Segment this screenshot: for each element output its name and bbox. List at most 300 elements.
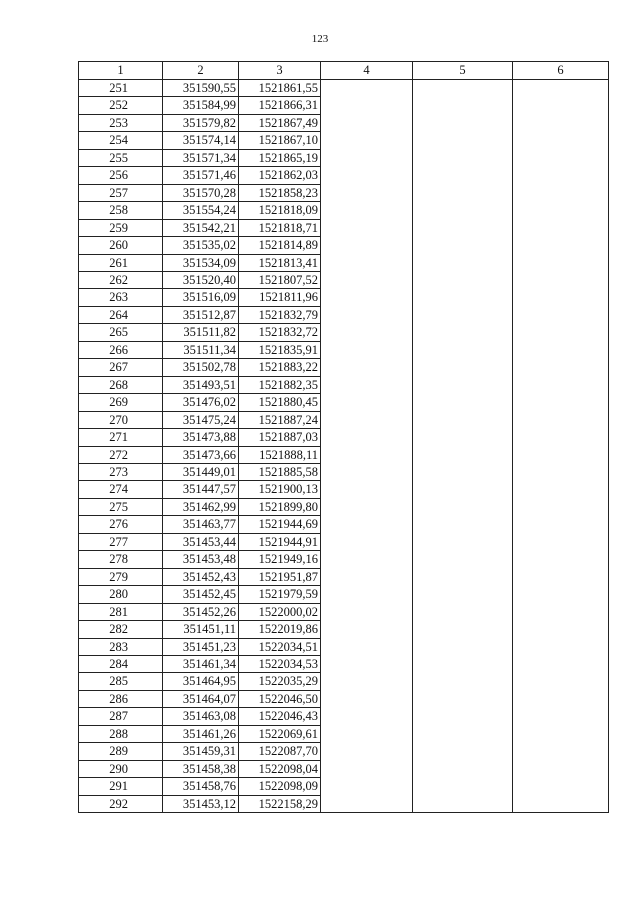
table-row [79, 341, 609, 358]
empty-cell [321, 411, 413, 428]
x-coordinate-cell: 351453,48 [163, 551, 239, 568]
point-number-cell: 260 [79, 237, 163, 254]
table-row [79, 533, 609, 550]
x-coordinate-cell: 351475,24 [163, 411, 239, 428]
table-row [79, 481, 609, 498]
y-coordinate-cell: 1521880,45 [239, 394, 321, 411]
empty-cell [413, 429, 513, 446]
x-coordinate-cell: 351464,07 [163, 690, 239, 707]
x-coordinate-cell: 351584,99 [163, 97, 239, 114]
empty-cell [513, 481, 609, 498]
x-coordinate-cell: 351461,34 [163, 655, 239, 672]
empty-cell [513, 271, 609, 288]
y-coordinate-cell: 1521883,22 [239, 359, 321, 376]
empty-cell [413, 516, 513, 533]
empty-cell [321, 743, 413, 760]
empty-cell [413, 149, 513, 166]
x-coordinate-cell: 351476,02 [163, 394, 239, 411]
point-number-cell: 265 [79, 324, 163, 341]
empty-cell [413, 463, 513, 480]
table-row [79, 411, 609, 428]
table-row [79, 149, 609, 166]
point-number-cell: 269 [79, 394, 163, 411]
empty-cell [513, 167, 609, 184]
empty-cell [321, 97, 413, 114]
y-coordinate-cell: 1521818,71 [239, 219, 321, 236]
empty-cell [321, 551, 413, 568]
column-header-2: 2 [163, 62, 239, 80]
y-coordinate-cell: 1522046,50 [239, 690, 321, 707]
empty-cell [321, 289, 413, 306]
empty-cell [513, 376, 609, 393]
point-number-cell: 270 [79, 411, 163, 428]
point-number-cell: 292 [79, 795, 163, 812]
y-coordinate-cell: 1521944,69 [239, 516, 321, 533]
empty-cell [413, 237, 513, 254]
empty-cell [413, 254, 513, 271]
empty-cell [321, 394, 413, 411]
y-coordinate-cell: 1521814,89 [239, 237, 321, 254]
y-coordinate-cell: 1521951,87 [239, 568, 321, 585]
y-coordinate-cell: 1521900,13 [239, 481, 321, 498]
empty-cell [321, 149, 413, 166]
y-coordinate-cell: 1521944,91 [239, 533, 321, 550]
empty-cell [513, 638, 609, 655]
point-number-cell: 285 [79, 673, 163, 690]
point-number-cell: 284 [79, 655, 163, 672]
x-coordinate-cell: 351590,55 [163, 80, 239, 97]
x-coordinate-cell: 351502,78 [163, 359, 239, 376]
x-coordinate-cell: 351554,24 [163, 202, 239, 219]
empty-cell [413, 394, 513, 411]
empty-cell [413, 760, 513, 777]
empty-cell [513, 760, 609, 777]
table-row [79, 743, 609, 760]
point-number-cell: 267 [79, 359, 163, 376]
x-coordinate-cell: 351516,09 [163, 289, 239, 306]
y-coordinate-cell: 1521882,35 [239, 376, 321, 393]
column-header-6: 6 [513, 62, 609, 80]
table-row [79, 463, 609, 480]
empty-cell [321, 324, 413, 341]
empty-cell [321, 306, 413, 323]
x-coordinate-cell: 351458,38 [163, 760, 239, 777]
empty-cell [413, 359, 513, 376]
x-coordinate-cell: 351520,40 [163, 271, 239, 288]
table-row [79, 516, 609, 533]
empty-cell [321, 376, 413, 393]
x-coordinate-cell: 351570,28 [163, 184, 239, 201]
empty-cell [513, 743, 609, 760]
empty-cell [513, 359, 609, 376]
empty-cell [513, 516, 609, 533]
x-coordinate-cell: 351473,88 [163, 429, 239, 446]
point-number-cell: 273 [79, 463, 163, 480]
point-number-cell: 254 [79, 132, 163, 149]
empty-cell [413, 271, 513, 288]
point-number-cell: 263 [79, 289, 163, 306]
table-row [79, 289, 609, 306]
empty-cell [321, 463, 413, 480]
empty-cell [513, 202, 609, 219]
y-coordinate-cell: 1522034,53 [239, 655, 321, 672]
x-coordinate-cell: 351458,76 [163, 778, 239, 795]
point-number-cell: 255 [79, 149, 163, 166]
column-header-3: 3 [239, 62, 321, 80]
y-coordinate-cell: 1521832,79 [239, 306, 321, 323]
y-coordinate-cell: 1521867,10 [239, 132, 321, 149]
empty-cell [413, 289, 513, 306]
empty-cell [321, 184, 413, 201]
empty-cell [321, 603, 413, 620]
empty-cell [513, 568, 609, 585]
x-coordinate-cell: 351462,99 [163, 498, 239, 515]
empty-cell [513, 114, 609, 131]
empty-cell [321, 708, 413, 725]
empty-cell [513, 533, 609, 550]
empty-cell [413, 673, 513, 690]
x-coordinate-cell: 351511,34 [163, 341, 239, 358]
empty-cell [513, 446, 609, 463]
point-number-cell: 277 [79, 533, 163, 550]
empty-cell [513, 149, 609, 166]
page-number: 123 [311, 33, 329, 45]
empty-cell [321, 533, 413, 550]
table-row [79, 638, 609, 655]
x-coordinate-cell: 351574,14 [163, 132, 239, 149]
y-coordinate-cell: 1521813,41 [239, 254, 321, 271]
y-coordinate-cell: 1522046,43 [239, 708, 321, 725]
empty-cell [513, 673, 609, 690]
empty-cell [413, 306, 513, 323]
y-coordinate-cell: 1521867,49 [239, 114, 321, 131]
empty-cell [513, 795, 609, 812]
table-row [79, 429, 609, 446]
table-header-row [79, 62, 609, 80]
point-number-cell: 259 [79, 219, 163, 236]
column-header-5: 5 [413, 62, 513, 80]
table-row [79, 80, 609, 97]
x-coordinate-cell: 351449,01 [163, 463, 239, 480]
empty-cell [321, 254, 413, 271]
table-row [79, 778, 609, 795]
empty-cell [513, 219, 609, 236]
x-coordinate-cell: 351473,66 [163, 446, 239, 463]
empty-cell [321, 429, 413, 446]
empty-cell [321, 621, 413, 638]
empty-cell [413, 411, 513, 428]
empty-cell [321, 638, 413, 655]
table-row [79, 655, 609, 672]
empty-cell [513, 429, 609, 446]
y-coordinate-cell: 1521888,11 [239, 446, 321, 463]
empty-cell [321, 568, 413, 585]
y-coordinate-cell: 1521866,31 [239, 97, 321, 114]
x-coordinate-cell: 351447,57 [163, 481, 239, 498]
table-row [79, 254, 609, 271]
y-coordinate-cell: 1521865,19 [239, 149, 321, 166]
empty-cell [413, 568, 513, 585]
empty-cell [321, 219, 413, 236]
empty-cell [513, 463, 609, 480]
empty-cell [513, 725, 609, 742]
y-coordinate-cell: 1522158,29 [239, 795, 321, 812]
x-coordinate-cell: 351464,95 [163, 673, 239, 690]
y-coordinate-cell: 1521835,91 [239, 341, 321, 358]
empty-cell [413, 341, 513, 358]
x-coordinate-cell: 351511,82 [163, 324, 239, 341]
point-number-cell: 290 [79, 760, 163, 777]
point-number-cell: 258 [79, 202, 163, 219]
empty-cell [321, 202, 413, 219]
empty-cell [513, 132, 609, 149]
column-header-4: 4 [321, 62, 413, 80]
table-row [79, 202, 609, 219]
point-number-cell: 286 [79, 690, 163, 707]
table-row [79, 306, 609, 323]
point-number-cell: 291 [79, 778, 163, 795]
point-number-cell: 268 [79, 376, 163, 393]
empty-cell [413, 586, 513, 603]
empty-cell [321, 359, 413, 376]
y-coordinate-cell: 1521811,96 [239, 289, 321, 306]
table-row [79, 324, 609, 341]
point-number-cell: 266 [79, 341, 163, 358]
table-row [79, 271, 609, 288]
empty-cell [321, 167, 413, 184]
empty-cell [321, 271, 413, 288]
table-row [79, 551, 609, 568]
point-number-cell: 272 [79, 446, 163, 463]
empty-cell [413, 690, 513, 707]
point-number-cell: 264 [79, 306, 163, 323]
empty-cell [321, 132, 413, 149]
empty-cell [413, 655, 513, 672]
point-number-cell: 289 [79, 743, 163, 760]
x-coordinate-cell: 351493,51 [163, 376, 239, 393]
point-number-cell: 251 [79, 80, 163, 97]
x-coordinate-cell: 351534,09 [163, 254, 239, 271]
point-number-cell: 282 [79, 621, 163, 638]
y-coordinate-cell: 1521887,03 [239, 429, 321, 446]
x-coordinate-cell: 351463,08 [163, 708, 239, 725]
empty-cell [321, 341, 413, 358]
empty-cell [513, 289, 609, 306]
y-coordinate-cell: 1521979,59 [239, 586, 321, 603]
empty-cell [413, 778, 513, 795]
empty-cell [413, 638, 513, 655]
table-row [79, 376, 609, 393]
point-number-cell: 278 [79, 551, 163, 568]
empty-cell [513, 690, 609, 707]
y-coordinate-cell: 1521832,72 [239, 324, 321, 341]
empty-cell [513, 621, 609, 638]
y-coordinate-cell: 1521858,23 [239, 184, 321, 201]
column-header-1: 1 [79, 62, 163, 80]
empty-cell [413, 533, 513, 550]
point-number-cell: 271 [79, 429, 163, 446]
empty-cell [413, 708, 513, 725]
empty-cell [513, 237, 609, 254]
table-row [79, 237, 609, 254]
table-row [79, 621, 609, 638]
table-row [79, 167, 609, 184]
point-number-cell: 261 [79, 254, 163, 271]
point-number-cell: 276 [79, 516, 163, 533]
table-row [79, 394, 609, 411]
empty-cell [321, 498, 413, 515]
empty-cell [413, 481, 513, 498]
table-row [79, 673, 609, 690]
empty-cell [513, 586, 609, 603]
table-row [79, 219, 609, 236]
x-coordinate-cell: 351451,23 [163, 638, 239, 655]
empty-cell [513, 254, 609, 271]
empty-cell [321, 446, 413, 463]
y-coordinate-cell: 1521862,03 [239, 167, 321, 184]
empty-cell [413, 202, 513, 219]
empty-cell [513, 778, 609, 795]
empty-cell [321, 778, 413, 795]
point-number-cell: 287 [79, 708, 163, 725]
table-body [79, 80, 609, 813]
y-coordinate-cell: 1522069,61 [239, 725, 321, 742]
coordinates-table [78, 61, 609, 813]
empty-cell [321, 725, 413, 742]
x-coordinate-cell: 351463,77 [163, 516, 239, 533]
x-coordinate-cell: 351512,87 [163, 306, 239, 323]
empty-cell [321, 795, 413, 812]
empty-cell [413, 97, 513, 114]
empty-cell [513, 341, 609, 358]
y-coordinate-cell: 1521807,52 [239, 271, 321, 288]
table-row [79, 97, 609, 114]
y-coordinate-cell: 1521899,80 [239, 498, 321, 515]
empty-cell [413, 498, 513, 515]
x-coordinate-cell: 351452,45 [163, 586, 239, 603]
x-coordinate-cell: 351453,12 [163, 795, 239, 812]
empty-cell [321, 673, 413, 690]
empty-cell [413, 132, 513, 149]
empty-cell [513, 184, 609, 201]
point-number-cell: 279 [79, 568, 163, 585]
empty-cell [321, 586, 413, 603]
table-row [79, 568, 609, 585]
table-row [79, 132, 609, 149]
point-number-cell: 252 [79, 97, 163, 114]
y-coordinate-cell: 1521885,58 [239, 463, 321, 480]
empty-cell [513, 324, 609, 341]
empty-cell [413, 725, 513, 742]
y-coordinate-cell: 1521949,16 [239, 551, 321, 568]
empty-cell [513, 394, 609, 411]
empty-cell [513, 655, 609, 672]
empty-cell [413, 376, 513, 393]
y-coordinate-cell: 1522035,29 [239, 673, 321, 690]
empty-cell [413, 621, 513, 638]
point-number-cell: 280 [79, 586, 163, 603]
point-number-cell: 274 [79, 481, 163, 498]
point-number-cell: 275 [79, 498, 163, 515]
empty-cell [321, 516, 413, 533]
y-coordinate-cell: 1522098,09 [239, 778, 321, 795]
y-coordinate-cell: 1521887,24 [239, 411, 321, 428]
empty-cell [413, 551, 513, 568]
empty-cell [413, 795, 513, 812]
table-row [79, 603, 609, 620]
empty-cell [321, 114, 413, 131]
table-row [79, 498, 609, 515]
x-coordinate-cell: 351579,82 [163, 114, 239, 131]
empty-cell [413, 446, 513, 463]
point-number-cell: 256 [79, 167, 163, 184]
x-coordinate-cell: 351453,44 [163, 533, 239, 550]
y-coordinate-cell: 1522000,02 [239, 603, 321, 620]
point-number-cell: 262 [79, 271, 163, 288]
table-row [79, 795, 609, 812]
empty-cell [413, 743, 513, 760]
point-number-cell: 283 [79, 638, 163, 655]
empty-cell [513, 603, 609, 620]
x-coordinate-cell: 351542,21 [163, 219, 239, 236]
empty-cell [413, 114, 513, 131]
table-row [79, 708, 609, 725]
empty-cell [513, 411, 609, 428]
empty-cell [513, 97, 609, 114]
point-number-cell: 281 [79, 603, 163, 620]
x-coordinate-cell: 351452,26 [163, 603, 239, 620]
empty-cell [413, 324, 513, 341]
x-coordinate-cell: 351571,46 [163, 167, 239, 184]
empty-cell [513, 306, 609, 323]
table-row [79, 184, 609, 201]
empty-cell [321, 655, 413, 672]
x-coordinate-cell: 351571,34 [163, 149, 239, 166]
table-row [79, 690, 609, 707]
empty-cell [413, 80, 513, 97]
empty-cell [413, 219, 513, 236]
x-coordinate-cell: 351452,43 [163, 568, 239, 585]
x-coordinate-cell: 351459,31 [163, 743, 239, 760]
empty-cell [321, 80, 413, 97]
empty-cell [413, 167, 513, 184]
empty-cell [321, 760, 413, 777]
empty-cell [513, 498, 609, 515]
y-coordinate-cell: 1521861,55 [239, 80, 321, 97]
empty-cell [321, 690, 413, 707]
empty-cell [321, 237, 413, 254]
table-row [79, 359, 609, 376]
x-coordinate-cell: 351461,26 [163, 725, 239, 742]
x-coordinate-cell: 351451,11 [163, 621, 239, 638]
empty-cell [513, 80, 609, 97]
empty-cell [413, 603, 513, 620]
table-row [79, 114, 609, 131]
x-coordinate-cell: 351535,02 [163, 237, 239, 254]
y-coordinate-cell: 1522034,51 [239, 638, 321, 655]
y-coordinate-cell: 1522098,04 [239, 760, 321, 777]
y-coordinate-cell: 1522019,86 [239, 621, 321, 638]
point-number-cell: 253 [79, 114, 163, 131]
empty-cell [413, 184, 513, 201]
table-row [79, 446, 609, 463]
empty-cell [321, 481, 413, 498]
point-number-cell: 257 [79, 184, 163, 201]
point-number-cell: 288 [79, 725, 163, 742]
table-row [79, 760, 609, 777]
y-coordinate-cell: 1521818,09 [239, 202, 321, 219]
table-row [79, 586, 609, 603]
